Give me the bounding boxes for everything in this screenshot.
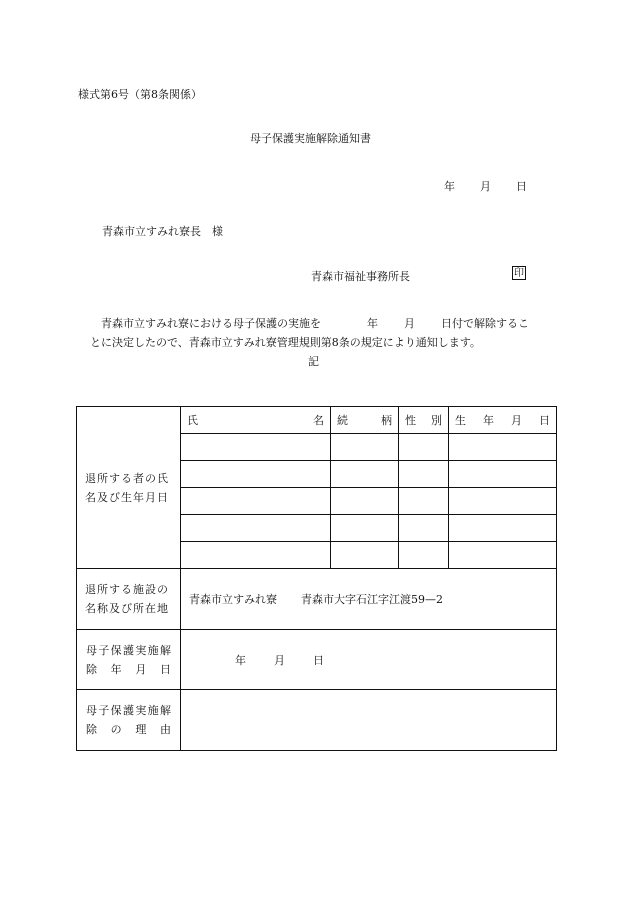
facility-name: 青森市立すみれ寮 <box>189 593 277 606</box>
document-title: 母子保護実施解除通知書 <box>250 132 371 145</box>
issue-date-day: 日 <box>516 180 527 193</box>
notice-table <box>76 406 557 751</box>
issue-date-year: 年 <box>444 180 455 193</box>
gender-field[interactable] <box>399 515 449 542</box>
ki-heading: 記 <box>308 355 319 368</box>
col-gender-b: 別 <box>431 414 442 427</box>
name-field[interactable] <box>181 488 331 515</box>
gender-field[interactable] <box>399 542 449 569</box>
seal-label: 印 <box>514 268 524 279</box>
col-relation-b: 柄 <box>381 414 392 427</box>
relation-field[interactable] <box>331 461 399 488</box>
name-field[interactable] <box>181 434 331 461</box>
col-birth-3: 月 <box>511 414 522 427</box>
facility-row <box>77 569 557 630</box>
table-header-row <box>77 407 557 434</box>
release-year: 年 <box>235 653 246 667</box>
col-name <box>181 407 331 434</box>
col-gender-a: 性 <box>405 414 416 427</box>
release-reason-label: 母子保護実施解除の理由 <box>77 690 181 751</box>
col-birth-2: 年 <box>483 414 494 427</box>
release-month: 月 <box>274 653 285 667</box>
release-date-row <box>77 630 557 690</box>
col-birth-4: 日 <box>539 414 550 427</box>
notice-month: 月 <box>404 317 415 330</box>
facility-label: 退所する施設の名称及び所在地 <box>77 569 181 630</box>
facility-address: 青森市大字石江字江渡59—2 <box>301 593 443 606</box>
name-field[interactable] <box>181 461 331 488</box>
relation-field[interactable] <box>331 434 399 461</box>
notice-line-1 <box>101 315 529 331</box>
release-reason-row <box>77 690 557 751</box>
notice-year: 年 <box>367 317 378 330</box>
seal-stamp <box>512 266 526 280</box>
birthdate-field[interactable] <box>449 488 557 515</box>
name-field[interactable] <box>181 542 331 569</box>
gender-field[interactable] <box>399 434 449 461</box>
release-date-label: 母子保護実施解除年月日 <box>77 630 181 690</box>
col-birth-1: 生 <box>455 414 466 427</box>
notice-text-b: 日付で解除するこ <box>441 317 529 330</box>
birthdate-field[interactable] <box>449 515 557 542</box>
birthdate-field[interactable] <box>449 461 557 488</box>
facility-value <box>181 569 557 630</box>
form-number: 様式第6号（第8条関係） <box>78 88 202 101</box>
notice-line-2: とに決定したので、青森市立すみれ寮管理規則第8条の規定により通知します。 <box>90 336 481 349</box>
birthdate-field[interactable] <box>449 434 557 461</box>
release-day: 日 <box>313 653 324 667</box>
addressee: 青森市立すみれ寮長 様 <box>102 225 223 238</box>
col-gender <box>399 407 449 434</box>
col-relation <box>331 407 399 434</box>
col-birthdate <box>449 407 557 434</box>
release-reason-value[interactable] <box>181 690 557 751</box>
col-name-b: 名 <box>313 414 324 427</box>
gender-field[interactable] <box>399 488 449 515</box>
name-field[interactable] <box>181 515 331 542</box>
leaving-person-label: 退所する者の氏名及び生年月日 <box>77 407 181 569</box>
gender-field[interactable] <box>399 461 449 488</box>
birthdate-field[interactable] <box>449 542 557 569</box>
issue-date-month: 月 <box>480 180 491 193</box>
issue-date <box>444 178 527 194</box>
notice-text-a: 青森市立すみれ寮における母子保護の実施を <box>101 317 321 330</box>
release-date-value[interactable] <box>181 630 557 690</box>
col-name-a: 氏 <box>187 414 198 427</box>
relation-field[interactable] <box>331 515 399 542</box>
relation-field[interactable] <box>331 488 399 515</box>
col-relation-a: 続 <box>337 414 348 427</box>
sender: 青森市福祉事務所長 <box>311 270 410 283</box>
relation-field[interactable] <box>331 542 399 569</box>
